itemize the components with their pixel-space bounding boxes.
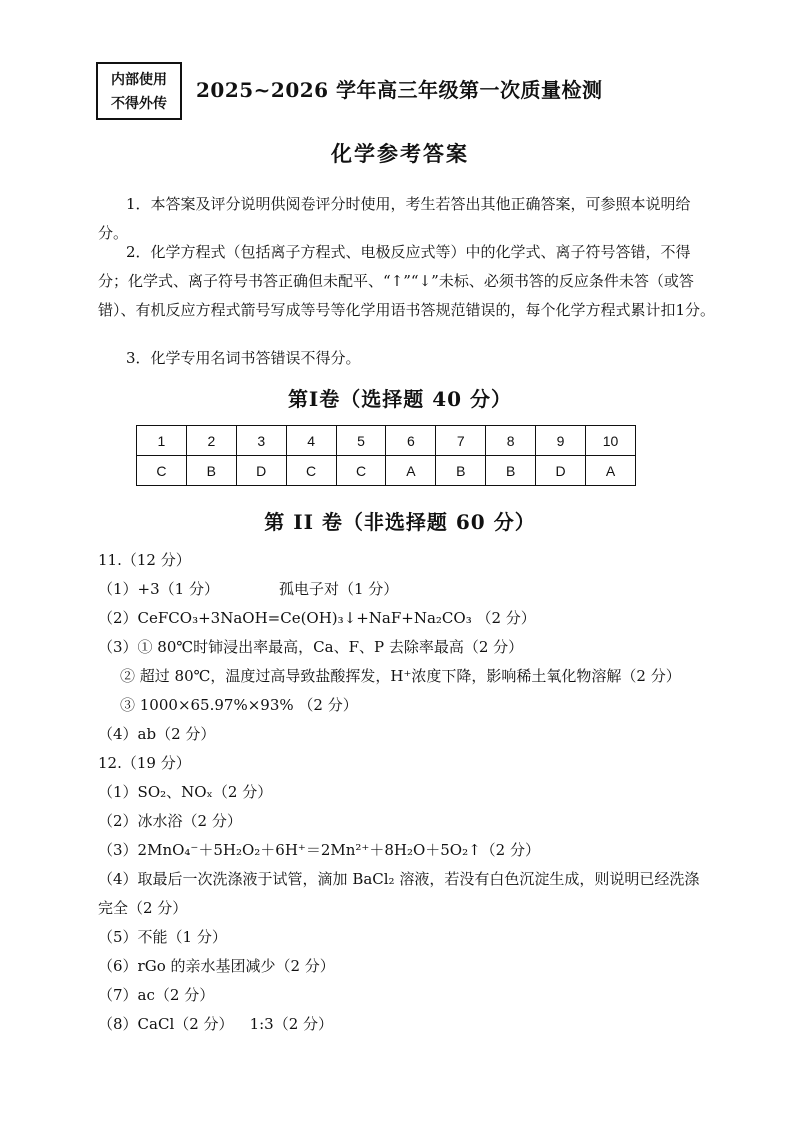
question-number: 6 [386,426,436,456]
answer-cell: B [186,456,236,486]
q12-part-4: （4）取最后一次洗涤液于试管，滴加 BaCl₂ 溶液，若没有白色沉淀生成，则说明已经洗涤 [98,870,700,888]
answer-cell: A [386,456,436,486]
question-number: 2 [186,426,236,456]
answer-cell: B [486,456,536,486]
question-number: 7 [436,426,486,456]
answer-cell: C [336,456,386,486]
q11-part-4: （4）ab（2 分） [98,725,216,743]
question-number: 3 [236,426,286,456]
stamp-line-1: 内部使用 [111,72,167,88]
q11-part-3-3: ③ 1000×65.97%×93% （2 分） [120,696,358,714]
scoring-note-1: 1．本答案及评分说明供阅卷评分时使用，考生若答出其他正确答案，可参照本说明给分。 [98,195,691,242]
question-number-row [137,426,636,456]
q11-part-1: （1）+3（1 分） 孤电子对（1 分） [98,580,399,598]
scoring-note-3: 3．化学专用名词书答错误不得分。 [126,349,361,367]
answer-cell: C [137,456,187,486]
answer-cell: D [536,456,586,486]
free-response-answers [98,546,728,1039]
section-2-title: 第 II 卷（非选择题 60 分） [264,510,536,534]
question-number: 9 [536,426,586,456]
q12-part-6: （6）rGo 的亲水基团减少（2 分） [98,957,335,975]
document-subtitle: 化学参考答案 [331,141,469,166]
answer-cell: B [436,456,486,486]
answer-cell: A [586,456,636,486]
q12-part-5: （5）不能（1 分） [98,928,227,946]
q11-part-3-2: ② 超过 80℃，温度过高导致盐酸挥发，H⁺浓度下降，影响稀土氧化物溶解（2 分） [120,667,681,685]
q12-heading: 12.（19 分） [98,754,191,772]
q11-part-3-1: （3）① 80℃时铈浸出率最高，Ca、F、P 去除率最高（2 分） [98,638,524,656]
q12-part-7: （7）ac（2 分） [98,986,215,1004]
q12-part-1: （1）SO₂、NOₓ（2 分） [98,783,273,801]
section-1-title: 第I卷（选择题 40 分） [287,387,513,411]
q11-part-2: （2）CeFCO₃+3NaOH=Ce(OH)₃↓+NaF+Na₂CO₃ （2 分） [98,609,536,627]
question-number: 10 [586,426,636,456]
question-number: 4 [286,426,336,456]
q12-part-4-cont: 完全（2 分） [98,899,188,917]
q11-heading: 11.（12 分） [98,551,191,569]
q12-part-8: （8）CaCl（2 分） 1:3（2 分） [98,1015,334,1033]
question-number: 5 [336,426,386,456]
answer-row [137,456,636,486]
question-number: 1 [137,426,187,456]
internal-use-stamp [96,62,182,120]
question-number: 8 [486,426,536,456]
document-title: 2025~2026 学年高三年级第一次质量检测 [196,78,603,102]
multiple-choice-answer-table [136,425,636,486]
answer-cell: D [236,456,286,486]
scoring-note-2: 2．化学方程式（包括离子方程式、电极反应式等）中的化学式、离子符号答错，不得分；化学式、离子符号书答正确但未配平、“↑”“↓”未标、必须书答的反应条件未答（或答错）、有机反应方程式箭号写成等号等化学用语书答规范错误的，每个化学方程式累计扣1分。 [98,243,716,319]
q12-part-2: （2）冰水浴（2 分） [98,812,242,830]
q12-part-3: （3）2MnO₄⁻＋5H₂O₂＋6H⁺＝2Mn²⁺＋8H₂O＋5O₂↑（2 分） [98,841,540,859]
stamp-line-2: 不得外传 [111,96,167,112]
answer-cell: C [286,456,336,486]
